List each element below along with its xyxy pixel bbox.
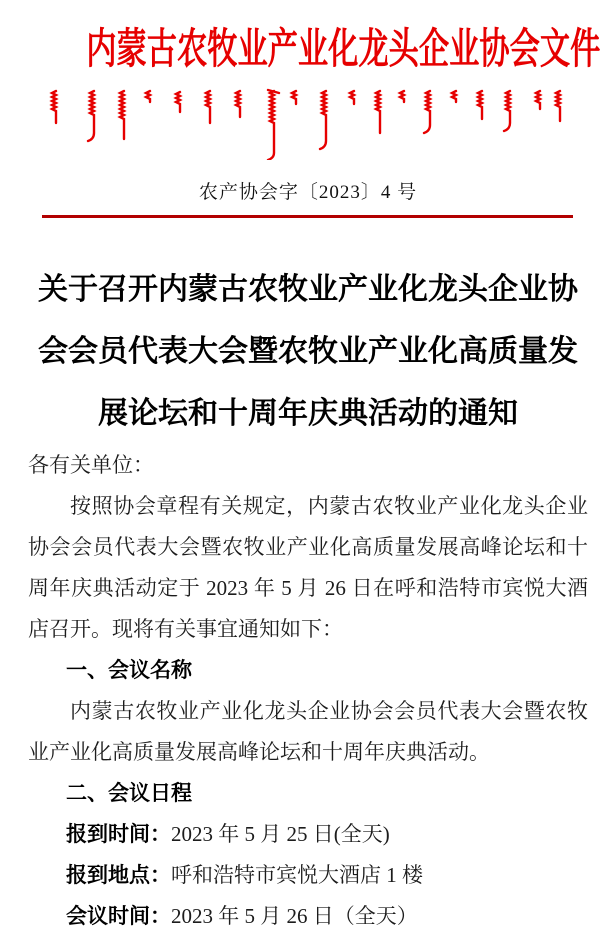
meeting-time-label: 会议时间： bbox=[66, 905, 171, 928]
intro-paragraph: 按照协会章程有关规定，内蒙古农牧业产业化龙头企业协会会员代表大会暨农牧业产业化高质量发展高峰论坛和十周年庆典活动定于 2023 年 5 月 26 日在呼和浩特市宾悦大酒店召开。现将有关事宜通知如下： bbox=[28, 494, 588, 641]
section-heading-meeting-name: 一、会议名称 bbox=[66, 659, 192, 682]
mongolian-script-banner bbox=[0, 88, 616, 160]
checkin-place-value: 呼和浩特市宾悦大酒店 1 楼 bbox=[171, 863, 423, 887]
notice-body bbox=[28, 445, 588, 937]
notice-title-line-1: 关于召开内蒙古农牧业产业化龙头企业协 bbox=[38, 273, 578, 306]
mongolian-script-icon bbox=[48, 88, 568, 160]
notice-title bbox=[0, 259, 616, 445]
notice-title-line-3: 展论坛和十周年庆典活动的通知 bbox=[98, 397, 518, 430]
schedule-item-checkin-place bbox=[28, 855, 588, 896]
red-divider-line bbox=[42, 215, 573, 218]
checkin-time-label: 报到时间： bbox=[66, 823, 171, 846]
salutation: 各有关单位： bbox=[28, 453, 154, 477]
section-heading-meeting-schedule: 二、会议日程 bbox=[66, 782, 192, 805]
meeting-name-content: 内蒙古农牧业产业化龙头企业协会会员代表大会暨农牧业产业化高质量发展高峰论坛和十周年庆典活动。 bbox=[28, 699, 588, 764]
checkin-time-value: 2023 年 5 月 25 日(全天) bbox=[171, 822, 390, 846]
meeting-time-value: 2023 年 5 月 26 日（全天） bbox=[171, 904, 418, 928]
org-title: 内蒙古农牧业产业化龙头企业协会文件 bbox=[86, 27, 601, 73]
doc-number: 农产协会字〔2023〕4 号 bbox=[198, 182, 418, 203]
checkin-place-label: 报到地点： bbox=[66, 864, 171, 887]
schedule-item-meeting-time bbox=[28, 896, 588, 937]
schedule-item-checkin-time bbox=[28, 814, 588, 855]
notice-title-line-2: 会会员代表大会暨农牧业产业化高质量发 bbox=[38, 335, 578, 368]
